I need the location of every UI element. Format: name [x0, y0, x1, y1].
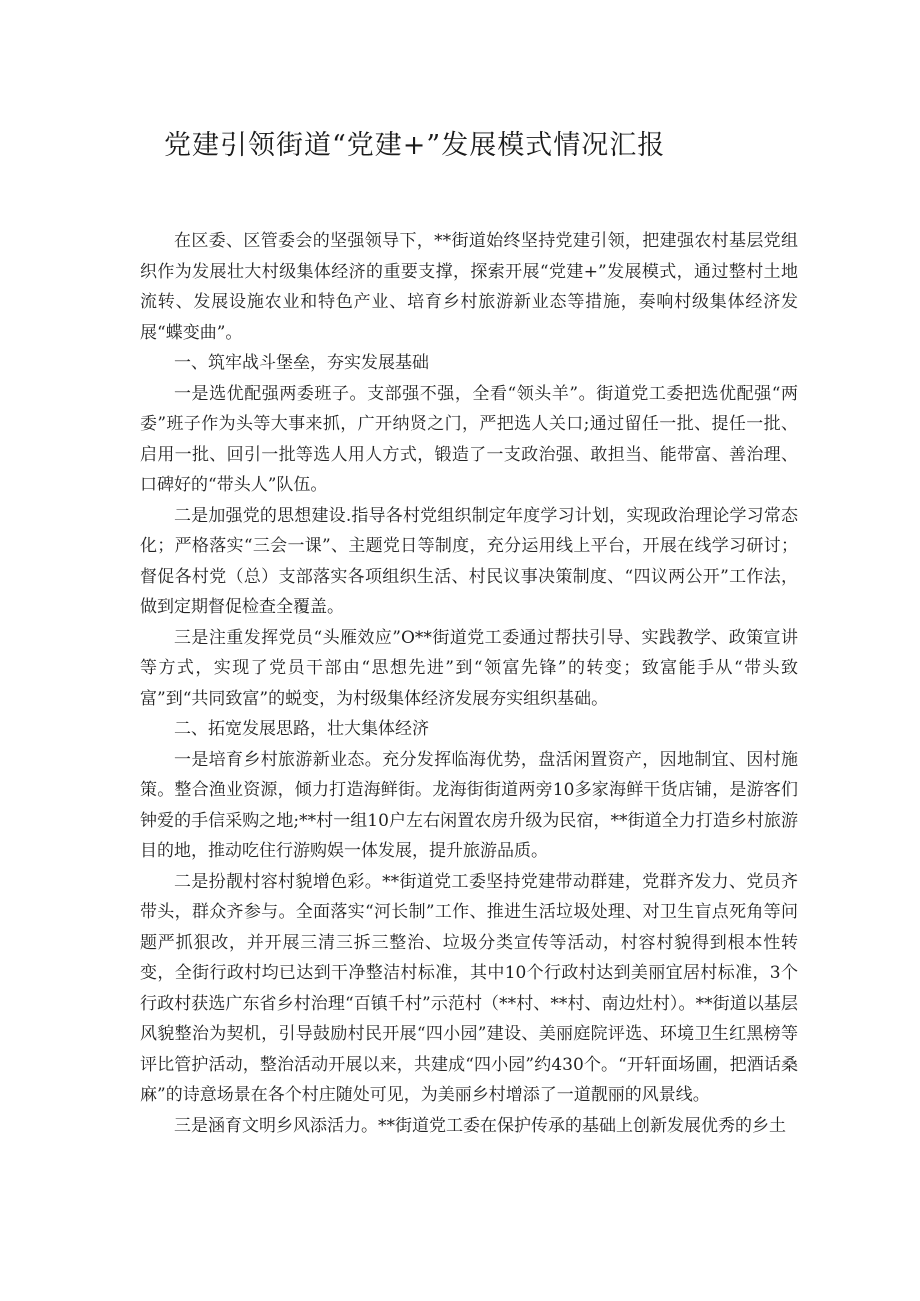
page-title: 党建引领街道“党建+”发展模式情况汇报	[164, 130, 666, 161]
paragraph: 二是加强党的思想建设.指导各村党组织制定年度学习计划，实现政治理论学习常态化；严格落实“三会一课”、主题党日等制度，充分运用线上平台，开展在线学习研讨；督促各村党（总）支部落实各项组织生活、村民议事决策制度、“四议两公开”工作法，做到定期督促检查全覆盖。	[140, 505, 798, 617]
paragraph: 三是涵育文明乡风添活力。**街道党工委在保护传承的基础上创新发展优秀的乡土	[174, 1115, 786, 1136]
section-heading-2: 二、拓宽发展思路，壮大集体经济	[174, 719, 429, 739]
document-body	[140, 226, 798, 1141]
paragraph: 三是注重发挥党员“头雁效应”O**街道党工委通过帮扶引导、实践教学、政策宣讲等方式，实现了党员干部由“思想先进”到“领富先锋”的转变；致富能手从“带头致富”到“共同致富”的蜕变，为村级集体经济发展夯实组织基础。	[140, 627, 798, 709]
paragraph: 二是扮靓村容村貌增色彩。**街道党工委坚持党建带动群建，党群齐发力、党员齐带头，群众齐参与。全面落实“河长制”工作、推进生活垃圾处理、对卫生盲点死角等问题严抓狠改，并开展三清三拆三整治、垃圾分类宣传等活动，村容村貌得到根本性转变，全街行政村均已达到干净整洁村标准，其中10个行政村达到美丽宜居村标准，3个行政村获选广东省乡村治理“百镇千村”示范村（**村、**村、南边灶村）。**街道以基层风貌整治为契机，引导鼓励村民开展“四小园”建设、美丽庭院评选、环境卫生红黑榜等评比管护活动，整治活动开展以来，共建成“四小园”约430个。“开轩面场圃，把酒话桑麻”的诗意场景在各个村庄随处可见，为美丽乡村增添了一道靓丽的风景线。	[140, 871, 798, 1105]
paragraph: 一是选优配强两委班子。支部强不强，全看“领头羊”。街道党工委把选优配强“两委”班子作为头等大事来抓，广开纳贤之门，严把选人关口;通过留任一批、提任一批、启用一批、回引一批等选人用人方式，锻造了一支政治强、敢担当、能带富、善治理、口碑好的“带头人”队伍。	[140, 383, 798, 495]
paragraph: 一是培育乡村旅游新业态。充分发挥临海优势，盘活闲置资产，因地制宜、因村施策。整合渔业资源，倾力打造海鲜街。龙海街街道两旁10多家海鲜干货店铺，是游客们钟爱的手信采购之地;**村一组10户左右闲置农房升级为民宿，**街道全力打造乡村旅游目的地，推动吃住行游购娱一体发展，提升旅游品质。	[140, 749, 798, 861]
section-heading-1: 一、筑牢战斗堡垒，夯实发展基础	[174, 353, 429, 373]
paragraph-intro: 在区委、区管委会的坚强领导下，**街道始终坚持党建引领，把建强农村基层党组织作为发展壮大村级集体经济的重要支撑，探索开展“党建+”发展模式，通过整村土地流转、发展设施农业和特色产业、培育乡村旅游新业态等措施，奏响村级集体经济发展“蝶变曲”。	[140, 231, 798, 343]
